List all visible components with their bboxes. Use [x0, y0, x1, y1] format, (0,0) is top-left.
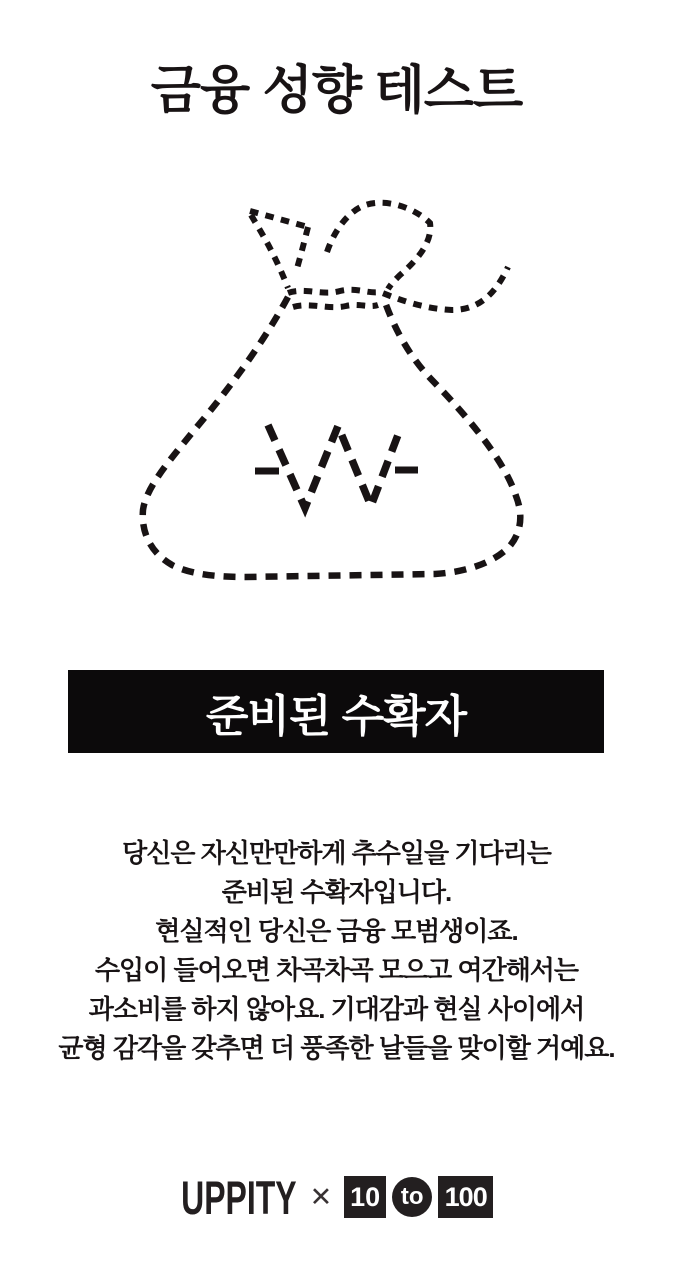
description-line: 균형 감각을 갖추면 더 풍족한 날들을 맞이할 거예요.: [58, 1033, 615, 1063]
bag-tie-lower: [293, 305, 378, 307]
description-line: 현실적인 당신은 금융 모범생이죠.: [155, 916, 518, 946]
ten-to-hundred-logo-100: 100: [438, 1176, 493, 1218]
ten-to-hundred-logo-to: to: [392, 1177, 432, 1217]
description-line: 준비된 수확자입니다.: [221, 877, 452, 907]
money-bag-icon: [118, 190, 538, 590]
result-type-banner: [68, 670, 604, 753]
uppity-logo: UPPITY: [180, 1170, 297, 1224]
won-sign-zigzag: [268, 425, 401, 508]
result-type-label: 준비된 수확자: [205, 691, 467, 741]
bow-right-ribbon: [327, 203, 430, 289]
page-title: 금융 성향 테스트: [150, 62, 523, 120]
bow-left-loop-left: [251, 215, 288, 288]
collab-x-icon: ✕: [309, 1181, 333, 1212]
ten-to-hundred-logo-10: 10: [344, 1176, 386, 1218]
description-line: 수입이 들어오면 차곡차곡 모으고 여간해서는: [94, 955, 579, 985]
description-line: 당신은 자신만만하게 추수일을 기다리는: [122, 838, 551, 868]
footer-brand-row: [0, 1170, 673, 1224]
result-description: [0, 834, 673, 1068]
bow-left-loop-right: [296, 227, 308, 272]
bow-left-loop-top: [250, 211, 308, 227]
description-line: 과소비를 하지 않아요. 기대감과 현실 사이에서: [88, 994, 585, 1024]
